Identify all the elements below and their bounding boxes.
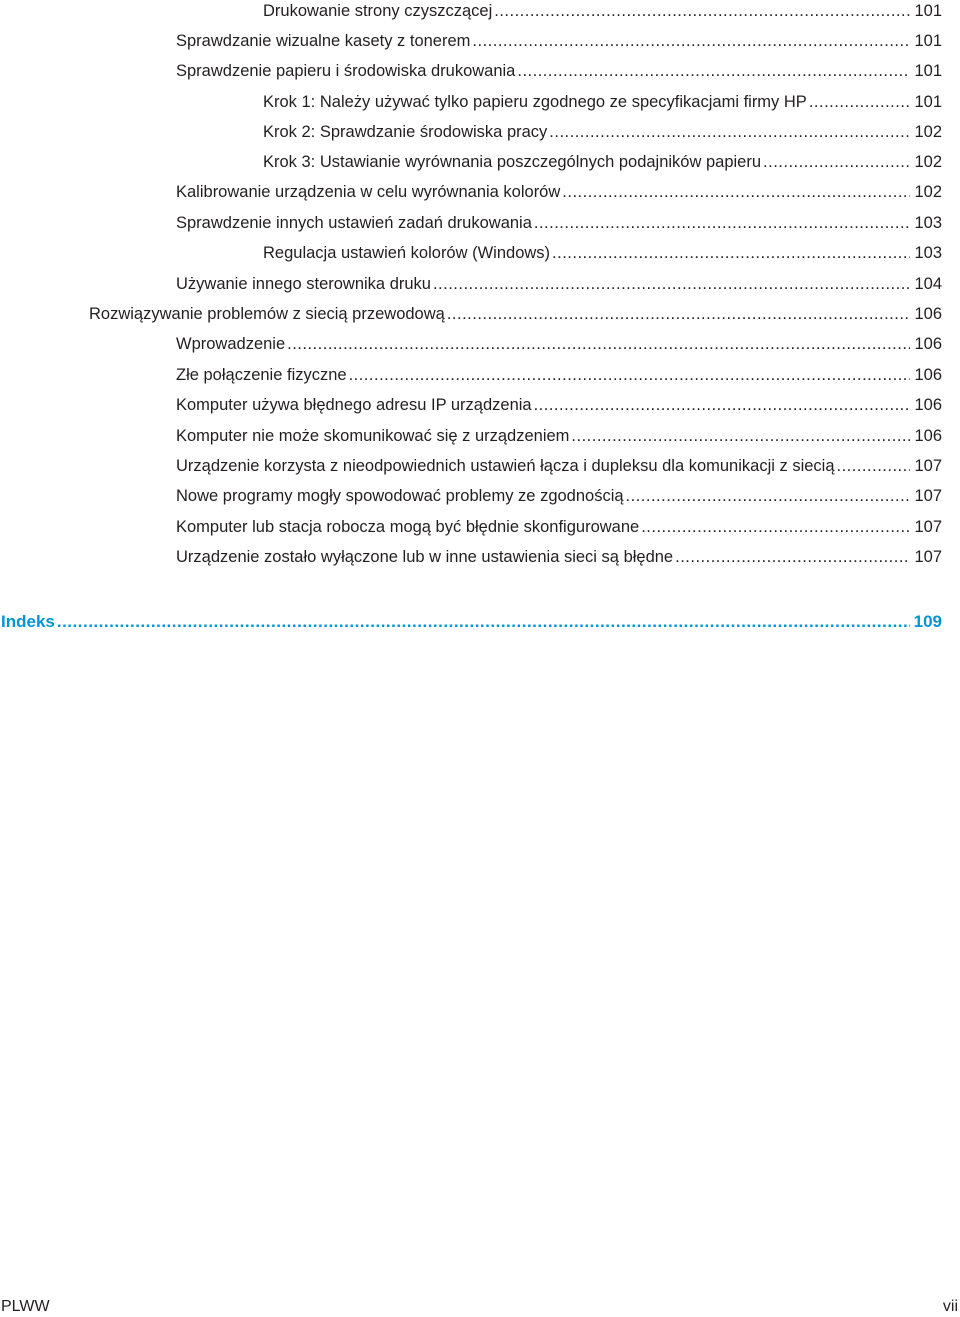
toc-entry[interactable] bbox=[176, 181, 942, 203]
toc-entry-leader bbox=[472, 30, 910, 52]
toc-entry[interactable] bbox=[263, 151, 942, 173]
toc-entry-title: Krok 1: Należy używać tylko papieru zgodnego ze specyfikacjami firmy HP bbox=[263, 93, 807, 111]
toc-entry-leader bbox=[552, 242, 910, 264]
toc-index-page: 109 bbox=[913, 612, 942, 631]
toc-entry-page: 107 bbox=[914, 548, 942, 566]
toc-entry-page: 106 bbox=[914, 427, 942, 445]
toc-entry-title: Krok 3: Ustawianie wyrównania poszczególnych podajników papieru bbox=[263, 153, 762, 171]
toc-entry-page: 106 bbox=[914, 366, 942, 384]
toc-entry-leader bbox=[571, 425, 910, 447]
toc-entry-leader bbox=[549, 121, 910, 143]
toc-entry-title: Komputer nie może skomunikować się z urządzeniem bbox=[176, 427, 570, 445]
toc-entry[interactable] bbox=[176, 212, 942, 234]
toc-entry[interactable] bbox=[176, 30, 942, 52]
toc-entry[interactable] bbox=[263, 121, 942, 143]
toc-entry-leader bbox=[447, 303, 911, 325]
toc-entry-page: 102 bbox=[914, 153, 942, 171]
toc-entry-title: Regulacja ustawień kolorów (Windows) bbox=[263, 244, 551, 262]
toc-entry-page: 101 bbox=[914, 32, 942, 50]
toc-entry[interactable] bbox=[176, 394, 942, 416]
toc-entry-page: 106 bbox=[914, 335, 942, 353]
toc-entry-leader bbox=[534, 394, 911, 416]
toc-entry-leader bbox=[287, 333, 910, 355]
toc-entry-page: 107 bbox=[914, 457, 942, 475]
toc-entry-page: 106 bbox=[914, 305, 942, 323]
toc-index-entry[interactable] bbox=[1, 611, 942, 633]
toc-entry-page: 104 bbox=[914, 275, 942, 293]
toc-entry-title: Wprowadzenie bbox=[176, 335, 286, 353]
toc-entry-page: 101 bbox=[914, 2, 942, 20]
toc-entry[interactable] bbox=[176, 333, 942, 355]
toc-entry-title: Sprawdzenie papieru i środowiska drukowania bbox=[176, 62, 516, 80]
toc-entry-leader bbox=[763, 151, 910, 173]
toc-entry-title: Sprawdzenie innych ustawień zadań drukowania bbox=[176, 214, 532, 232]
toc-entry-title: Komputer lub stacja robocza mogą być błędnie skonfigurowane bbox=[176, 518, 640, 536]
toc-entry[interactable] bbox=[263, 0, 942, 22]
toc-index-leader bbox=[57, 611, 910, 633]
footer-left-label: PLWW bbox=[1, 1298, 50, 1315]
toc-entry-leader bbox=[675, 546, 910, 568]
toc-entry[interactable] bbox=[176, 485, 942, 507]
toc-entry-page: 106 bbox=[914, 396, 942, 414]
toc-entry[interactable] bbox=[176, 364, 942, 386]
toc-entry-title: Urządzenie zostało wyłączone lub w inne ustawienia sieci są błędne bbox=[176, 548, 674, 566]
toc-entry[interactable] bbox=[176, 425, 942, 447]
toc-entry-title: Nowe programy mogły spowodować problemy ze zgodnością bbox=[176, 487, 624, 505]
toc-entry[interactable] bbox=[263, 242, 942, 264]
toc-entry-title: Kalibrowanie urządzenia w celu wyrównania kolorów bbox=[176, 183, 561, 201]
toc-entry[interactable] bbox=[176, 60, 942, 82]
toc-entry[interactable] bbox=[176, 455, 942, 477]
toc-entry[interactable] bbox=[176, 273, 942, 295]
toc-entry-page: 103 bbox=[914, 214, 942, 232]
toc-entry[interactable] bbox=[176, 546, 942, 568]
toc-entry-leader bbox=[433, 273, 911, 295]
toc-entry-page: 103 bbox=[914, 244, 942, 262]
toc-entry-leader bbox=[534, 212, 911, 234]
toc-entry-page: 107 bbox=[914, 487, 942, 505]
toc-entry-title: Sprawdzanie wizualne kasety z tonerem bbox=[176, 32, 471, 50]
toc-entry-title: Krok 2: Sprawdzanie środowiska pracy bbox=[263, 123, 548, 141]
toc-entry-page: 107 bbox=[914, 518, 942, 536]
toc-entry-page: 102 bbox=[914, 123, 942, 141]
toc-entry-title: Używanie innego sterownika druku bbox=[176, 275, 431, 293]
toc-entry[interactable] bbox=[89, 303, 942, 325]
toc-entry-leader bbox=[837, 455, 911, 477]
toc-entry[interactable] bbox=[263, 91, 942, 113]
toc-entry-title: Drukowanie strony czyszczącej bbox=[263, 2, 493, 20]
toc-entry-leader bbox=[626, 485, 911, 507]
toc-entry-title: Komputer używa błędnego adresu IP urządzenia bbox=[176, 396, 532, 414]
toc-entry-leader bbox=[562, 181, 910, 203]
toc-entry-page: 101 bbox=[914, 93, 942, 111]
toc-entry-title: Urządzenie korzysta z nieodpowiednich ustawień łącza i dupleksu dla komunikacji z siecią bbox=[176, 457, 835, 475]
toc-entry-leader bbox=[641, 516, 910, 538]
toc-entry-leader bbox=[809, 91, 911, 113]
footer-page-number: vii bbox=[942, 1298, 958, 1315]
toc-entry-page: 101 bbox=[914, 62, 942, 80]
toc-entry-title: Złe połączenie fizyczne bbox=[176, 366, 347, 384]
toc-index-title: Indeks bbox=[1, 612, 55, 631]
toc-entry-leader bbox=[494, 0, 910, 22]
toc-entry-title: Rozwiązywanie problemów z siecią przewodową bbox=[89, 305, 445, 323]
toc-entry-leader bbox=[517, 60, 910, 82]
toc-entry-page: 102 bbox=[914, 183, 942, 201]
toc-entry-leader bbox=[349, 364, 911, 386]
toc-entry[interactable] bbox=[176, 516, 942, 538]
